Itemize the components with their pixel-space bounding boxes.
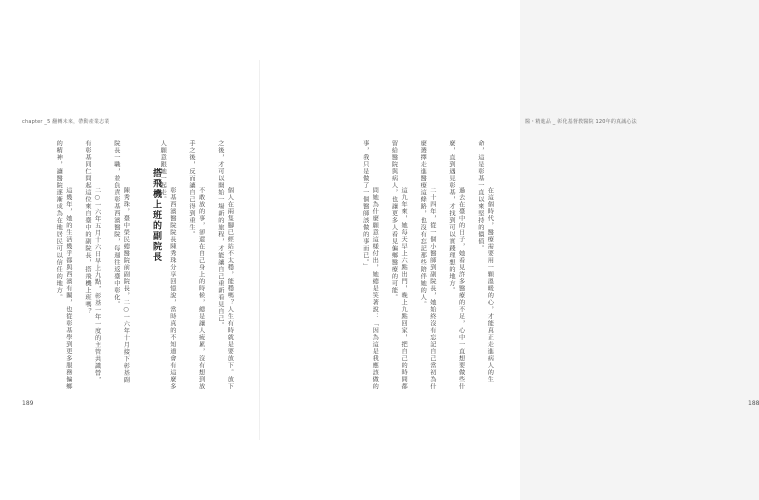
running-head-left: chapter _5 翻轉未來，帶動產業志業 [22,119,110,125]
body-text-block [20,140,140,390]
body-text-block [272,140,504,390]
paragraph: 過去在臺中的日子，她看見許多醫療的不足，心中一直想要做些什麼，直到遇見彰基，才找到可以實踐理想的地方。 [448,140,465,390]
paragraph: 不敢放的事，卻還在自己身上的時候，總是讓人疲累，沒有想到放手之後，反而讓自己得到重生。 [188,140,205,390]
page-number-right: 188 [748,400,759,407]
page-number-left: 189 [22,400,34,407]
paragraph: 問她為什麼願意這樣付出，她總是笑著說：「因為這是我應該做的事，我只是做了一個醫師該做的事而已。」 [361,140,379,390]
paragraph: 陳秀珠，臺中榮民總醫院前副院長，二○一六年十月接下彰基副院長一職，並負責彰基西濱醫院，每週往返臺中彰化。 [112,140,130,384]
section-heading: 搭飛機上班的副院長 [151,168,161,263]
paragraph: 二○一六年五月十六日早上九點，彰基一年一度的主管共識營，有彰基同仁問起這位來自臺中的副院長，搭飛機上班嗎？ [84,140,101,384]
left-page [0,0,260,500]
paragraph: 個人在兩隻腳已經站不太穩，能穩嗎？人生有時就是要放下。放下之後，才可以開始一場新的旅程，才能讓自己重新看見自己。 [216,140,234,390]
paragraph: 這幾年，她的生活幾乎都與西濱有關，也從彰基學到更多服務偏鄉的精神，讓醫院逐漸成為在地居民可以信任的地方。 [55,140,72,390]
running-head-right: 醫・精進品 _ 彰化基督教醫院 120年的真誠心法 [525,119,637,125]
paragraph: 在這個時代，醫療需要用一顆溫暖的心，才能真正走進病人的生命，這是彰基一直以來堅持的價值。 [476,140,494,383]
paragraph: 二十四年，從一個小醫師到副院長，她始終沒有忘記自己當初為什麼選擇走進醫療這條路，也沒有忘記那些陪伴她的人。 [419,140,436,390]
right-page [260,0,759,500]
paragraph: 這九年來，她每天早上六點出門，晚上九點回家，把自己的時間都留給醫院與病人，也讓更多人看見偏鄉醫療的可能。 [390,140,408,390]
paragraph: 彰基西濱醫院院長陳秀珠分享回憶說，當時真的不知道會有這麼多人願意跟她一起走。 [159,140,176,390]
body-text-block [159,140,244,390]
